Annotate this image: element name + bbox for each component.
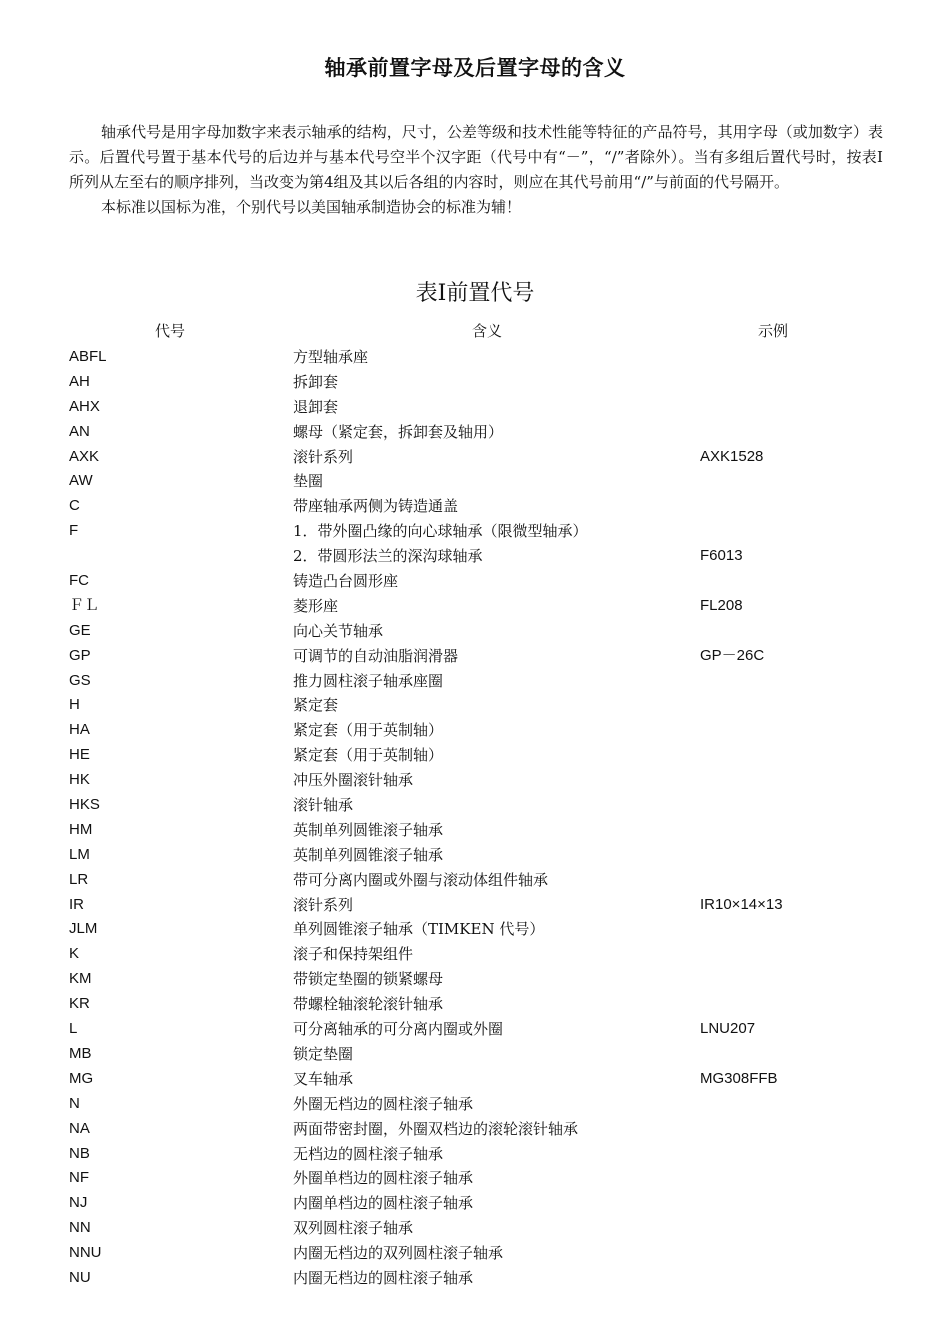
row-code: AN [69, 422, 90, 440]
intro-paragraph: 轴承代号是用字母加数字来表示轴承的结构，尺寸，公差等级和技术性能等特征的产品符号，其用字母（或加数字）表示。后置代号置于基本代号的后边并与基本代号空半个汉字距（代号中有“－”，“/”者除外）。当有多组后置代号时，按表Ⅰ所列从左至右的顺序排列，当改变为第4组及其以后各组的内容时，则应在其代号前用“/”与前面的代号隔开。 [69, 123, 883, 191]
table-row [69, 868, 889, 893]
table-row [69, 843, 889, 868]
row-meaning: 双列圆柱滚子轴承 [293, 1219, 414, 1238]
row-meaning: 方型轴承座 [293, 348, 369, 366]
row-meaning: 叉车轴承 [293, 1069, 354, 1088]
table-row [69, 1216, 889, 1241]
row-meaning: 螺母（紧定套，拆卸套及轴用） [293, 422, 504, 441]
table-row [69, 942, 889, 967]
row-meaning: 带座轴承两侧为铸造通盖 [293, 497, 459, 516]
row-code: NF [69, 1169, 89, 1187]
row-code: AHX [69, 397, 100, 415]
table-row [69, 420, 889, 445]
table-row [69, 619, 889, 644]
row-meaning: 英制单列圆锥滚子轴承 [293, 845, 444, 864]
table-row [69, 1191, 889, 1216]
row-code: ＦＬ [69, 596, 100, 614]
table-row [69, 893, 889, 918]
table-row [69, 569, 889, 594]
table-row [69, 594, 889, 619]
row-code: JLM [69, 920, 98, 938]
row-meaning: 外圈无档边的圆柱滚子轴承 [293, 1094, 474, 1113]
row-meaning: 推力圆柱滚子轴承座圈 [293, 671, 444, 690]
row-code: HA [69, 721, 90, 739]
row-meaning: 紧定套 [293, 696, 339, 715]
table-row [69, 693, 889, 718]
row-example: IR10×14×13 [700, 895, 783, 913]
row-example: AXK1528 [700, 447, 764, 465]
intro-paragraph: 本标准以国标为准，个别代号以美国轴承制造协会的标准为辅！ [101, 198, 522, 216]
table-row [69, 1092, 889, 1117]
row-code: H [69, 696, 80, 714]
row-meaning: 带可分离内圈或外圈与滚动体组件轴承 [293, 870, 549, 889]
table-row [69, 1067, 889, 1092]
table-row [69, 967, 889, 992]
table-title: 表Ⅰ前置代号 [415, 281, 535, 306]
row-code: NA [69, 1119, 90, 1137]
row-code: L [69, 1020, 78, 1038]
row-code: N [69, 1094, 80, 1112]
table-body [69, 345, 889, 1291]
row-code: HKS [69, 796, 100, 814]
row-meaning: 带螺栓轴滚轮滚针轴承 [293, 995, 444, 1014]
row-code: AXK [69, 447, 100, 465]
row-code: C [69, 497, 80, 515]
row-code: FC [69, 572, 89, 590]
row-code: HE [69, 746, 90, 764]
row-meaning: 可调节的自动油脂润滑器 [293, 646, 459, 665]
row-code: HK [69, 771, 90, 789]
row-code: NB [69, 1144, 90, 1162]
table-row [69, 1042, 889, 1067]
row-meaning: 铸造凸台圆形座 [293, 572, 399, 591]
table-row [69, 669, 889, 694]
row-meaning: 两面带密封圈，外圈双档边的滚轮滚针轴承 [293, 1119, 579, 1138]
table-row [69, 345, 889, 370]
header-example: 示例 [758, 322, 789, 340]
table-row [69, 992, 889, 1017]
row-code: GP [69, 646, 91, 664]
table-header-row [69, 320, 889, 345]
table-row [69, 1166, 889, 1191]
header-meaning: 含义 [472, 322, 503, 340]
row-meaning: 可分离轴承的可分离内圈或外圈 [293, 1020, 504, 1039]
row-meaning: 英制单列圆锥滚子轴承 [293, 820, 444, 839]
table-row [69, 793, 889, 818]
row-code: K [69, 945, 80, 963]
row-code: GE [69, 621, 91, 639]
row-meaning: 滚针系列 [293, 447, 354, 466]
row-meaning: 退卸套 [293, 397, 339, 416]
row-example: GP－26C [700, 646, 765, 664]
row-meaning: 冲压外圈滚针轴承 [293, 771, 414, 790]
intro-text [69, 120, 883, 220]
row-meaning: 内圈单档边的圆柱滚子轴承 [293, 1194, 474, 1213]
row-code: F [69, 522, 79, 540]
table-row [69, 1017, 889, 1042]
table-row [69, 1142, 889, 1167]
table-row [69, 445, 889, 470]
table-row [69, 718, 889, 743]
row-code: NN [69, 1219, 91, 1237]
row-meaning: 滚针轴承 [293, 796, 354, 815]
row-code: LM [69, 845, 90, 863]
row-code: NJ [69, 1194, 88, 1212]
table-row [69, 743, 889, 768]
row-meaning: 拆卸套 [293, 372, 339, 391]
document-title: 轴承前置字母及后置字母的含义 [324, 56, 626, 80]
row-meaning: 无档边的圆柱滚子轴承 [293, 1144, 444, 1163]
row-code: LR [69, 870, 89, 888]
row-code: KR [69, 995, 90, 1013]
row-example: FL208 [700, 596, 743, 614]
table-row [69, 1266, 889, 1291]
header-code: 代号 [155, 322, 186, 340]
row-code: MG [69, 1069, 94, 1087]
table-row [69, 469, 889, 494]
row-meaning: 向心关节轴承 [293, 621, 384, 640]
row-code: HM [69, 820, 93, 838]
row-code: ABFL [69, 348, 107, 365]
row-meaning: 1．带外圈凸缘的向心球轴承（限微型轴承） [293, 522, 588, 541]
row-code: AW [69, 472, 93, 490]
row-meaning: 内圈无档边的双列圆柱滚子轴承 [293, 1244, 504, 1263]
row-code: NU [69, 1268, 91, 1286]
table-row [69, 818, 889, 843]
prefix-code-table [69, 320, 889, 1291]
row-meaning: 垫圈 [293, 472, 324, 491]
table-row [69, 494, 889, 519]
row-code: GS [69, 671, 91, 689]
row-meaning: 紧定套（用于英制轴） [293, 746, 444, 765]
row-code: NNU [69, 1244, 102, 1262]
row-meaning: 带锁定垫圈的锁紧螺母 [293, 970, 444, 989]
table-row [69, 519, 889, 544]
row-example: F6013 [700, 547, 743, 565]
table-row [69, 917, 889, 942]
table-row [69, 1241, 889, 1266]
row-example: MG308FFB [700, 1069, 778, 1087]
row-code: IR [69, 895, 84, 913]
table-row [69, 544, 889, 569]
table-row [69, 395, 889, 420]
row-meaning: 紧定套（用于英制轴） [293, 721, 444, 740]
row-meaning: 锁定垫圈 [293, 1044, 354, 1063]
row-example: LNU207 [700, 1020, 756, 1038]
row-meaning: 菱形座 [293, 596, 339, 615]
table-row [69, 768, 889, 793]
row-meaning: 2．带圆形法兰的深沟球轴承 [293, 547, 483, 566]
row-code: AH [69, 372, 90, 390]
row-meaning: 单列圆锥滚子轴承（TIMKEN 代号） [293, 920, 545, 939]
table-row [69, 370, 889, 395]
table-row [69, 1117, 889, 1142]
row-meaning: 滚子和保持架组件 [293, 945, 414, 964]
row-code: MB [69, 1044, 92, 1062]
row-code: KM [69, 970, 92, 988]
row-meaning: 外圈单档边的圆柱滚子轴承 [293, 1169, 474, 1188]
row-meaning: 滚针系列 [293, 895, 354, 914]
table-row [69, 644, 889, 669]
row-meaning: 内圈无档边的圆柱滚子轴承 [293, 1268, 474, 1287]
